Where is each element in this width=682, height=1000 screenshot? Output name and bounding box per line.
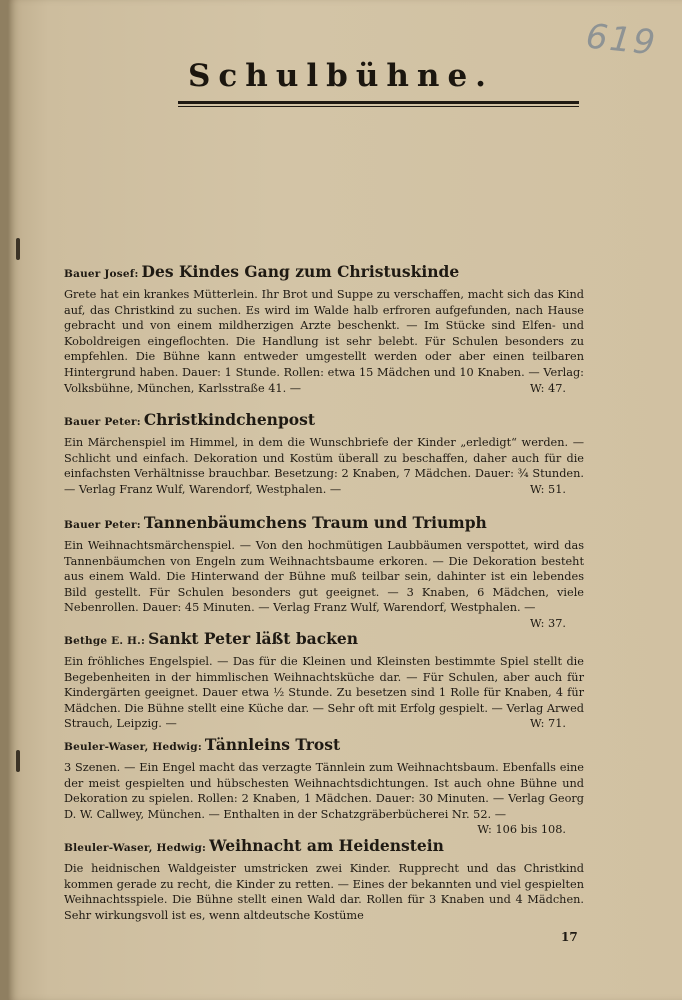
entry-description: Ein fröhliches Engelspiel. — Das für die Kleinen und Kleinsten bestimmte Spiel stellt die Begebenheiten in der himmlischen Weihnachtsküche dar. — Für Schulen, aber auch für Kindergärten geeignet. Dauer etwa ½ Stunde. Zu besetzen sind 1 Rolle für Knaben, 4 für Mädchen. Die Bühne stellt eine Küche dar. — Sehr oft mit Erfolg gespielt. — Verlag Arwed Strauch, Leipzig. — <box>64 655 584 731</box>
staple <box>16 238 20 260</box>
entry-author: Bauer Peter: <box>64 416 141 428</box>
entry-reference: W: 51. <box>530 482 566 496</box>
entry <box>64 410 584 497</box>
entry-author: Bauer Peter: <box>64 519 141 531</box>
entry-description: Ein Weihnachtsmärchenspiel. — Von den hochmütigen Laubbäumen verspottet, wird das Tannenbäumchen von Engeln zum Weihnachtsbaume erkoren. — Die Dekoration besteht aus einem Wald. Die Hinterwand der Bühne muß teilbar sein, dahinter ist ein lebendes Bild gestellt. Für Schulen besonders gut geeignet. — 3 Knaben, 6 Mädchen, viele Nebenrollen. Dauer: 45 Minuten. — Verlag Franz Wulf, Warendorf, Westphalen. — <box>64 539 584 615</box>
entry <box>64 836 584 923</box>
entry-reference: W: 71. <box>530 717 566 731</box>
entry-reference: W: 47. <box>530 381 566 395</box>
title-rule-thin <box>178 106 579 107</box>
page-number: 17 <box>561 930 578 944</box>
entry-title: Christkindchenpost <box>143 410 316 429</box>
entry-title: Weihnacht am Heidenstein <box>209 836 444 855</box>
archive-number: 619 <box>584 16 659 64</box>
entry-reference: W: 106 bis 108. <box>477 823 566 837</box>
entry-author: Bethge E. H.: <box>64 635 146 647</box>
entry-title: Sankt Peter läßt backen <box>148 629 359 648</box>
entry <box>64 629 584 732</box>
entry <box>64 513 584 632</box>
entry-title: Tannenbäumchens Traum und Triumph <box>143 513 487 532</box>
entry-description: Ein Märchenspiel im Himmel, in dem die Wunschbriefe der Kinder „erledigt“ werden. — Schlicht und einfach. Dekoration und Kostüm überall zu beschaffen, daher auch für die einfachsten Verhältnisse brauchbar. Besetzung: 2 Knaben, 7 Mädchen. Dauer: ¾ Stunden. — Verlag Franz Wulf, Warendorf, Westphalen. — <box>64 436 584 496</box>
entry <box>64 735 584 838</box>
staple <box>16 750 20 772</box>
entry-author: Bleuler-Waser, Hedwig: <box>64 842 207 854</box>
entry-title: Tännleins Trost <box>204 735 341 754</box>
entry-reference: W: 37. <box>530 616 566 630</box>
entry-author: Beuler-Waser, Hedwig: <box>64 741 202 753</box>
page-title: Schulbühne. <box>188 58 494 94</box>
entry-description: Die heidnischen Waldgeister umstricken zwei Kinder. Rupprecht und das Christkind kommen gerade zu recht, die Kinder zu retten. — Eines der bekannten und viel gespielten Weihnachtsspiele. Die Bühne stellt einen Wald dar. Rollen für 3 Knaben und 4 Mädchen. Sehr wirkungsvoll ist es, wenn altdeutsche Kostüme <box>64 862 584 922</box>
entry-description: Grete hat ein krankes Mütterlein. Ihr Brot und Suppe zu verschaffen, macht sich das Kind auf, das Christkind zu suchen. Es wird im Walde halb erfroren aufgefunden, nach Hause gebracht und von einem mildherzigen Arzte beschenkt. — Im Stücke sind Elfen- und Koboldreigen eingeflochten. Die Handlung ist sehr belebt. Für Schulen besonders zu empfehlen. Die Bühne kann entweder umgestellt werden oder aber einen teilbaren Hintergrund haben. Dauer: 1 Stunde. Rollen: etwa 15 Mädchen und 10 Knaben. — Verlag: Volksbühne, München, Karlsstraße 41. — <box>64 288 584 395</box>
title-rule <box>178 101 579 104</box>
entry-description: 3 Szenen. — Ein Engel macht das verzagte Tännlein zum Weihnachtsbaum. Ebenfalls eine der meist gespielten und hübschesten Weihnachtsdichtungen. Ist auch ohne Bühne und Dekoration zu spielen. Rollen: 2 Knaben, 1 Mädchen. Dauer: 30 Minuten. — Verlag Georg D. W. Callwey, München. — Enthalten in der Schatzgräberbücherei Nr. 52. — <box>64 761 584 821</box>
entry-author: Bauer Josef: <box>64 268 139 280</box>
entry <box>64 262 584 396</box>
entry-title: Des Kindes Gang zum Christuskinde <box>141 262 460 281</box>
